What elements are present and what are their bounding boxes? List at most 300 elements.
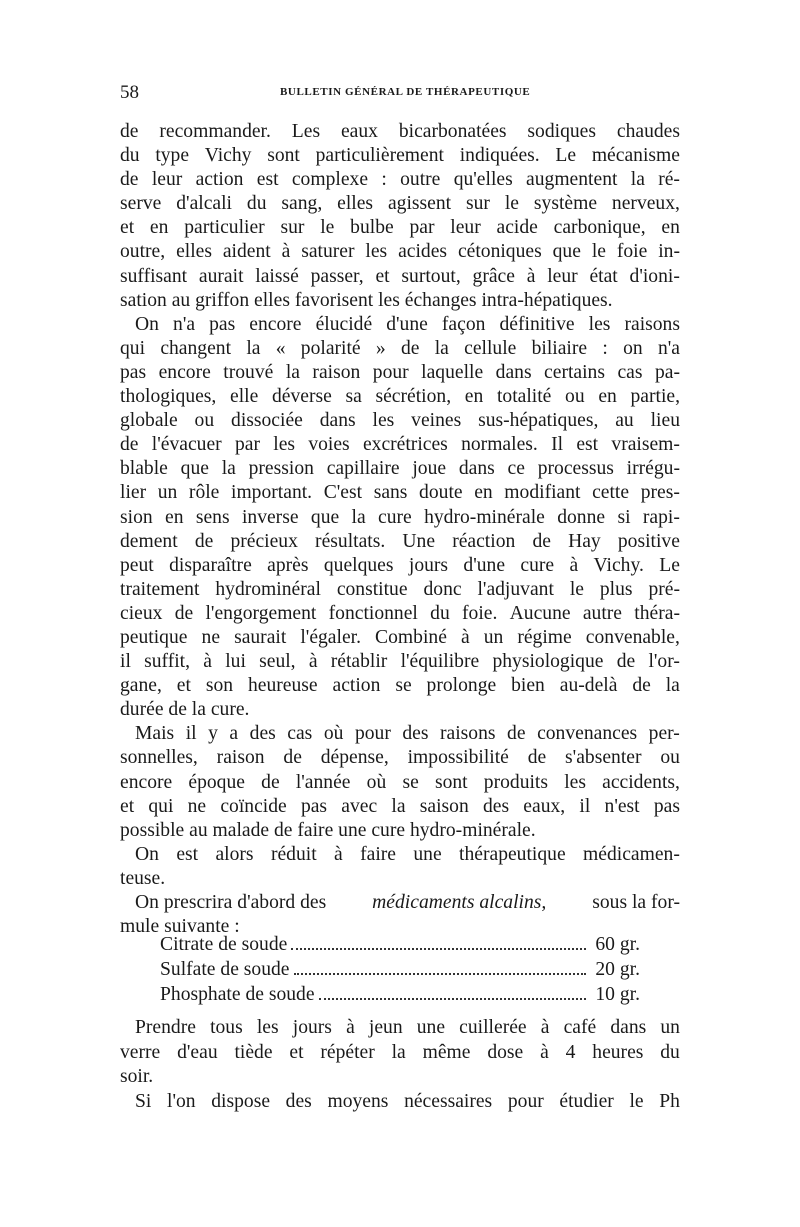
word: des <box>402 723 429 745</box>
word: de <box>507 723 526 745</box>
text-line <box>120 1016 680 1041</box>
text-line: sation au griffon elles favorisent les échanges intra-hépatiques. <box>120 289 613 311</box>
text-line <box>120 506 680 530</box>
word: pres- <box>640 482 680 504</box>
word: particulièrement <box>315 145 444 167</box>
word: leur <box>151 169 183 191</box>
word: joue <box>412 458 447 480</box>
formula-ingredient: Citrate de soude <box>160 934 288 955</box>
formula-ingredient: Sulfate de soude <box>160 959 290 980</box>
word: où <box>323 723 344 745</box>
word: ce <box>507 458 525 480</box>
word: cette <box>592 482 630 504</box>
word: l'adjuvant <box>477 578 554 600</box>
word: sang, <box>281 193 323 215</box>
word: certains <box>544 361 605 383</box>
word: faire <box>360 843 396 865</box>
word: dans <box>610 1017 647 1038</box>
word: donc <box>423 578 462 600</box>
word: en <box>661 217 680 239</box>
word: sur <box>280 217 305 239</box>
dot-leader <box>319 998 586 1000</box>
word: à <box>540 1041 549 1063</box>
word: si <box>617 506 631 528</box>
word: précieux <box>230 530 298 552</box>
word: thologiques, <box>120 386 217 408</box>
word: et <box>176 675 191 697</box>
prescription-formula <box>160 932 640 1007</box>
word: dissociée <box>231 410 303 432</box>
word: qu'elles <box>453 169 513 191</box>
word: cellule <box>464 337 517 359</box>
word: On <box>135 313 159 335</box>
text-line <box>120 530 680 554</box>
word: son <box>205 675 234 697</box>
word: du <box>120 145 140 167</box>
word: C'est <box>323 482 363 504</box>
word: elles <box>337 193 374 215</box>
word: n'est <box>604 795 640 817</box>
formula-quantity: 60 gr. <box>595 934 640 955</box>
word: l'engorgement <box>205 602 317 624</box>
word: l'évacuer <box>151 434 222 456</box>
word: de <box>400 337 420 359</box>
word: de <box>283 747 302 769</box>
word: les <box>365 241 388 263</box>
text-line <box>120 795 680 819</box>
word: rétablir <box>330 651 388 673</box>
word: sion <box>120 506 153 528</box>
text-line <box>120 216 680 240</box>
word: système <box>533 193 598 215</box>
word: disparaître <box>169 554 252 576</box>
word: laquelle <box>421 361 484 383</box>
word: encore <box>158 361 211 383</box>
word: Ph <box>659 1090 680 1112</box>
word: gane, <box>120 675 162 697</box>
word: bien <box>511 675 545 697</box>
text-line <box>120 602 680 626</box>
word: de <box>120 121 139 142</box>
word: un <box>483 626 504 648</box>
word: prolonge <box>426 675 497 697</box>
word: sont <box>434 771 468 793</box>
word: outre <box>400 169 441 191</box>
word: au <box>615 410 634 432</box>
text-line <box>120 265 680 289</box>
word: augmentent <box>526 169 618 191</box>
word: elle <box>230 386 259 408</box>
word: nécessaires <box>404 1090 493 1112</box>
formula-row <box>160 982 640 1007</box>
word: dispose <box>211 1090 271 1112</box>
word: des <box>285 1090 312 1112</box>
word: raisons <box>440 723 496 745</box>
word: convenances <box>537 723 638 745</box>
dot-leader <box>294 973 586 975</box>
word: pas <box>653 795 680 817</box>
word: pa- <box>654 361 680 383</box>
word: l'on <box>167 1090 196 1112</box>
word: les <box>564 771 586 793</box>
word: on <box>623 337 643 359</box>
text-line <box>120 313 680 337</box>
word: Une <box>402 530 436 552</box>
word: à <box>540 1017 550 1038</box>
word: après <box>267 554 309 576</box>
word: Prendre <box>135 1017 196 1038</box>
word: d'une <box>463 554 506 576</box>
word: plus <box>599 578 633 600</box>
word: en <box>464 386 484 408</box>
word: vraisem- <box>611 434 680 456</box>
word: pas <box>209 313 236 335</box>
word: heureuse <box>247 675 318 697</box>
word: rapi- <box>642 506 680 528</box>
word: de <box>120 434 139 456</box>
text-line: possible au malade de faire une cure hydro-minérale. <box>120 819 536 841</box>
word: produits <box>483 771 549 793</box>
word: sécrétion, <box>375 386 452 408</box>
text-line <box>120 361 680 385</box>
word: a <box>229 723 239 745</box>
word: la <box>285 361 300 383</box>
word: cétoniques <box>457 241 542 263</box>
word: aident <box>222 241 271 263</box>
word: à <box>460 626 470 648</box>
word: sodiques <box>527 121 596 142</box>
word: Vichy. <box>593 554 644 576</box>
word: les <box>256 1017 279 1038</box>
word: les <box>372 410 395 432</box>
word: la <box>665 675 680 697</box>
word: le <box>320 217 335 239</box>
text-line: soir. <box>120 1066 154 1087</box>
word: encore <box>249 313 302 335</box>
italic-term: médicaments alcalins, <box>372 892 547 913</box>
word: Le <box>555 145 577 167</box>
word: suffisant <box>120 265 188 287</box>
word: élucidé <box>315 313 373 335</box>
word: On <box>135 843 159 865</box>
word: d'ioni- <box>629 265 680 287</box>
word: à <box>334 843 343 865</box>
word: par <box>234 434 260 456</box>
word: raisons <box>624 313 680 335</box>
word: thérapeutique <box>459 843 566 865</box>
word: de <box>194 530 214 552</box>
formula-ingredient: Phosphate de soude <box>160 984 315 1005</box>
word: façon <box>441 313 486 335</box>
word: suffit, <box>144 651 191 673</box>
word: le <box>591 241 606 263</box>
word: : <box>602 337 608 359</box>
word: ou <box>565 386 585 408</box>
word: par <box>409 217 435 239</box>
word: à <box>308 651 318 673</box>
word: le <box>629 1090 644 1112</box>
word: bicarbonatées <box>398 121 507 142</box>
text-line <box>120 843 680 867</box>
word: eaux <box>340 121 378 142</box>
word: complexe <box>291 169 369 191</box>
word: en <box>598 386 617 408</box>
word: impossibilité <box>407 747 509 769</box>
word: action <box>195 169 244 191</box>
word: Mais <box>135 723 175 745</box>
word: en <box>474 482 493 504</box>
word: voies <box>308 434 350 456</box>
word: n'a <box>657 337 680 359</box>
word: passer, <box>310 265 364 287</box>
word: sans <box>373 482 408 504</box>
word: jeun <box>368 1017 403 1038</box>
word: est <box>256 169 279 191</box>
word: et <box>375 265 390 287</box>
word: lier <box>120 482 147 504</box>
word: étudier <box>559 1090 614 1112</box>
word: donne <box>557 506 606 528</box>
word: la <box>391 795 406 817</box>
word: s'absenter <box>565 747 642 769</box>
word: avec <box>341 795 378 817</box>
word: sens <box>195 506 230 528</box>
word: cure <box>520 554 555 576</box>
word: acides <box>398 241 448 263</box>
text-line <box>120 457 680 481</box>
word: bulbe <box>350 217 394 239</box>
word: particulier <box>184 217 265 239</box>
text-line <box>120 1041 680 1066</box>
word: excrétrices <box>362 434 448 456</box>
word: une <box>413 843 442 865</box>
word: nerveux, <box>611 193 680 215</box>
word: veines <box>411 410 462 432</box>
word: dans <box>319 410 356 432</box>
word: un <box>660 1017 680 1038</box>
text-span: On prescrira d'abord des <box>135 892 327 913</box>
word: lui <box>225 651 246 673</box>
word: 4 <box>565 1041 576 1063</box>
word: Vichy <box>204 145 252 167</box>
word: accidents, <box>602 771 680 793</box>
word: d'eau <box>177 1041 218 1063</box>
word: cuillerée <box>459 1017 527 1038</box>
word: théra- <box>634 602 680 624</box>
word: cas <box>287 723 313 745</box>
word: convenable, <box>585 626 680 648</box>
word: tous <box>210 1017 243 1038</box>
text-line <box>120 554 680 578</box>
text-line <box>120 144 680 168</box>
word: du <box>660 1041 680 1063</box>
word: de <box>632 675 651 697</box>
word: coïncide <box>220 795 287 817</box>
word: cure <box>378 506 412 528</box>
text-line <box>120 192 680 216</box>
word: sur <box>465 193 490 215</box>
dot-leader <box>291 948 586 950</box>
word: Combiné <box>375 626 447 648</box>
word: quelques <box>323 554 394 576</box>
word: moyens <box>327 1090 389 1112</box>
word: régime <box>517 626 572 648</box>
word: saurait <box>234 626 287 648</box>
word: il <box>579 795 591 817</box>
word: définitive <box>499 313 575 335</box>
word: au-delà <box>559 675 618 697</box>
word: se <box>395 675 412 697</box>
word: outre, <box>120 241 166 263</box>
word: cieux <box>120 602 163 624</box>
word: laissé <box>255 265 299 287</box>
word: médicamen- <box>583 843 680 865</box>
word: agissent <box>387 193 452 215</box>
word: l'équilibre <box>400 651 480 673</box>
text-line <box>120 433 680 457</box>
text-line <box>120 578 680 602</box>
word: ou <box>194 410 215 432</box>
word: polarité <box>300 337 361 359</box>
text-line-with-italic <box>120 891 680 915</box>
word: ne <box>201 626 221 648</box>
word: sonnelles, <box>120 747 198 769</box>
word: dement <box>120 530 178 552</box>
word: déverse <box>271 386 332 408</box>
word: qui <box>148 795 174 817</box>
word: « <box>275 337 286 359</box>
word: leur <box>547 265 578 287</box>
word: serve <box>120 193 162 215</box>
word: Il <box>551 434 564 456</box>
word: inverse <box>241 506 299 528</box>
word: à <box>569 554 579 576</box>
word: que <box>180 458 209 480</box>
word: que <box>552 241 581 263</box>
word: d'une <box>386 313 428 335</box>
text-span: sous la for- <box>592 892 680 913</box>
word: modifiant <box>504 482 581 504</box>
word: saison <box>419 795 469 817</box>
text-line <box>120 746 680 770</box>
word: des <box>249 723 276 745</box>
word: en <box>165 506 184 528</box>
word: des <box>482 795 510 817</box>
word: n'a <box>173 313 196 335</box>
word: de <box>616 651 636 673</box>
word: se <box>402 771 419 793</box>
word: traitement <box>120 578 200 600</box>
word: ré- <box>658 169 680 191</box>
word: globale <box>120 410 178 432</box>
word: pas <box>120 361 147 383</box>
text-line <box>120 674 680 698</box>
word: peutique <box>120 626 188 648</box>
text-line <box>120 650 680 674</box>
formula-row <box>160 957 640 982</box>
word: Le <box>659 554 680 576</box>
word: la <box>351 506 366 528</box>
text-line <box>120 168 680 192</box>
word: Si <box>135 1090 152 1112</box>
word: : <box>381 169 387 191</box>
word: foie. <box>462 602 498 624</box>
word: du <box>246 193 267 215</box>
word: l'année <box>295 771 351 793</box>
word: normales. <box>461 434 538 456</box>
word: doute <box>419 482 463 504</box>
word: lieu <box>650 410 680 432</box>
word: pas <box>300 795 328 817</box>
word: et <box>120 795 135 817</box>
word: sus-hépatiques, <box>478 410 599 432</box>
word: mécanisme <box>591 145 680 167</box>
word: trouvé <box>223 361 274 383</box>
word: capillaire <box>326 458 400 480</box>
body-text-continued <box>120 1016 680 1114</box>
word: eaux, <box>523 795 566 817</box>
word: seul, <box>259 651 296 673</box>
word: résultats. <box>315 530 386 552</box>
word: encore <box>120 771 173 793</box>
word: rôle <box>188 482 220 504</box>
word: verre <box>120 1041 161 1063</box>
word: carbonique, <box>553 217 646 239</box>
word: dose <box>487 1041 524 1063</box>
word: que <box>310 506 340 528</box>
page-header <box>120 82 680 102</box>
word: raison <box>312 361 361 383</box>
word: les <box>273 434 296 456</box>
word: foie <box>616 241 648 263</box>
word: de <box>120 169 139 191</box>
word: de <box>174 602 194 624</box>
word: à <box>203 651 212 673</box>
word: d'alcali <box>176 193 232 215</box>
word: café <box>563 1017 597 1038</box>
word: dans <box>495 361 532 383</box>
word: elles <box>176 241 212 263</box>
formula-quantity: 20 gr. <box>595 959 640 980</box>
word: processus <box>537 458 614 480</box>
word: positive <box>617 530 680 552</box>
word: saturer <box>301 241 355 263</box>
word: il <box>185 723 197 745</box>
formula-quantity: 10 gr. <box>595 984 640 1005</box>
word: constitue <box>336 578 408 600</box>
word: Hay <box>568 530 601 552</box>
word: de <box>261 771 280 793</box>
word: de <box>527 747 547 769</box>
word: et <box>289 1041 304 1063</box>
word: la <box>391 1041 406 1063</box>
word: jours <box>292 1017 332 1038</box>
word: recommander. <box>159 121 271 142</box>
word: de <box>532 530 551 552</box>
word: indiquées. <box>459 145 540 167</box>
word: surtout, <box>401 265 461 287</box>
word: où <box>366 771 387 793</box>
word: état <box>589 265 618 287</box>
word: alors <box>215 843 254 865</box>
word: changent <box>160 337 232 359</box>
word: sa <box>345 386 362 408</box>
word: chaudes <box>616 121 680 142</box>
word: l'or- <box>648 651 680 673</box>
word: une <box>416 1017 446 1038</box>
word: dans <box>458 458 495 480</box>
word: Aucune <box>509 602 571 624</box>
